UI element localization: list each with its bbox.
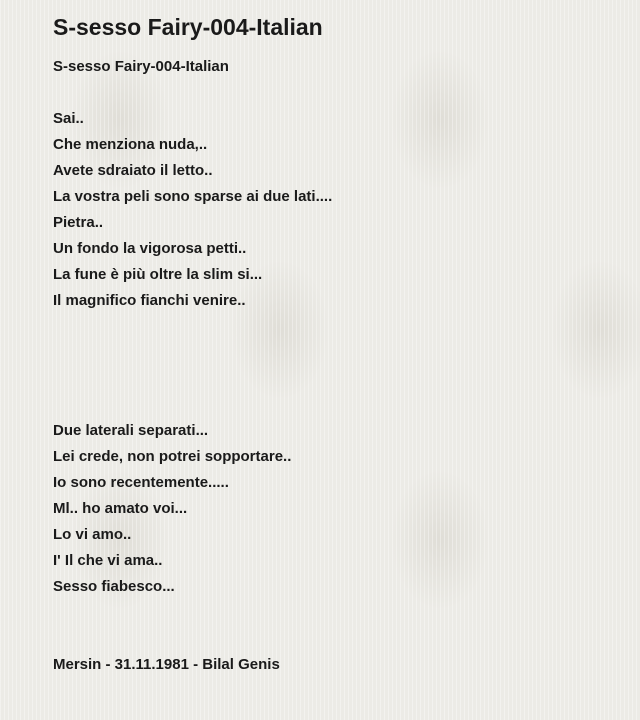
poem-subtitle: S-sesso Fairy-004-Italian xyxy=(53,58,229,75)
stanza-2 xyxy=(53,418,613,600)
stanza-1 xyxy=(53,106,613,314)
poem-line: Il magnifico fianchi venire.. xyxy=(53,292,246,309)
poem-line: Che menziona nuda,.. xyxy=(53,136,208,153)
poem-line: Sesso fiabesco... xyxy=(53,578,175,595)
poem-body xyxy=(53,54,613,678)
poem-line: I' Il che vi ama.. xyxy=(53,552,163,569)
poem-title: S-sesso Fairy-004-Italian xyxy=(53,14,323,40)
poem-signature: Mersin - 31.11.1981 - Bilal Genis xyxy=(53,656,280,673)
poem-line: Pietra.. xyxy=(53,214,104,231)
poem-line: Ml.. ho amato voi... xyxy=(53,500,188,517)
poem-line: Due laterali separati... xyxy=(53,422,209,439)
poem-line: Lei crede, non potrei sopportare.. xyxy=(53,448,292,465)
poem-line: Avete sdraiato il letto.. xyxy=(53,162,213,179)
poem-line: La fune è più oltre la slim si... xyxy=(53,266,263,283)
poem-line: Sai.. xyxy=(53,110,84,127)
poem-line: Lo vi amo.. xyxy=(53,526,132,543)
poem-line: La vostra peli sono sparse ai due lati.... xyxy=(53,188,333,205)
poem-line: Io sono recentemente..... xyxy=(53,474,229,491)
poem-line: Un fondo la vigorosa petti.. xyxy=(53,240,247,257)
